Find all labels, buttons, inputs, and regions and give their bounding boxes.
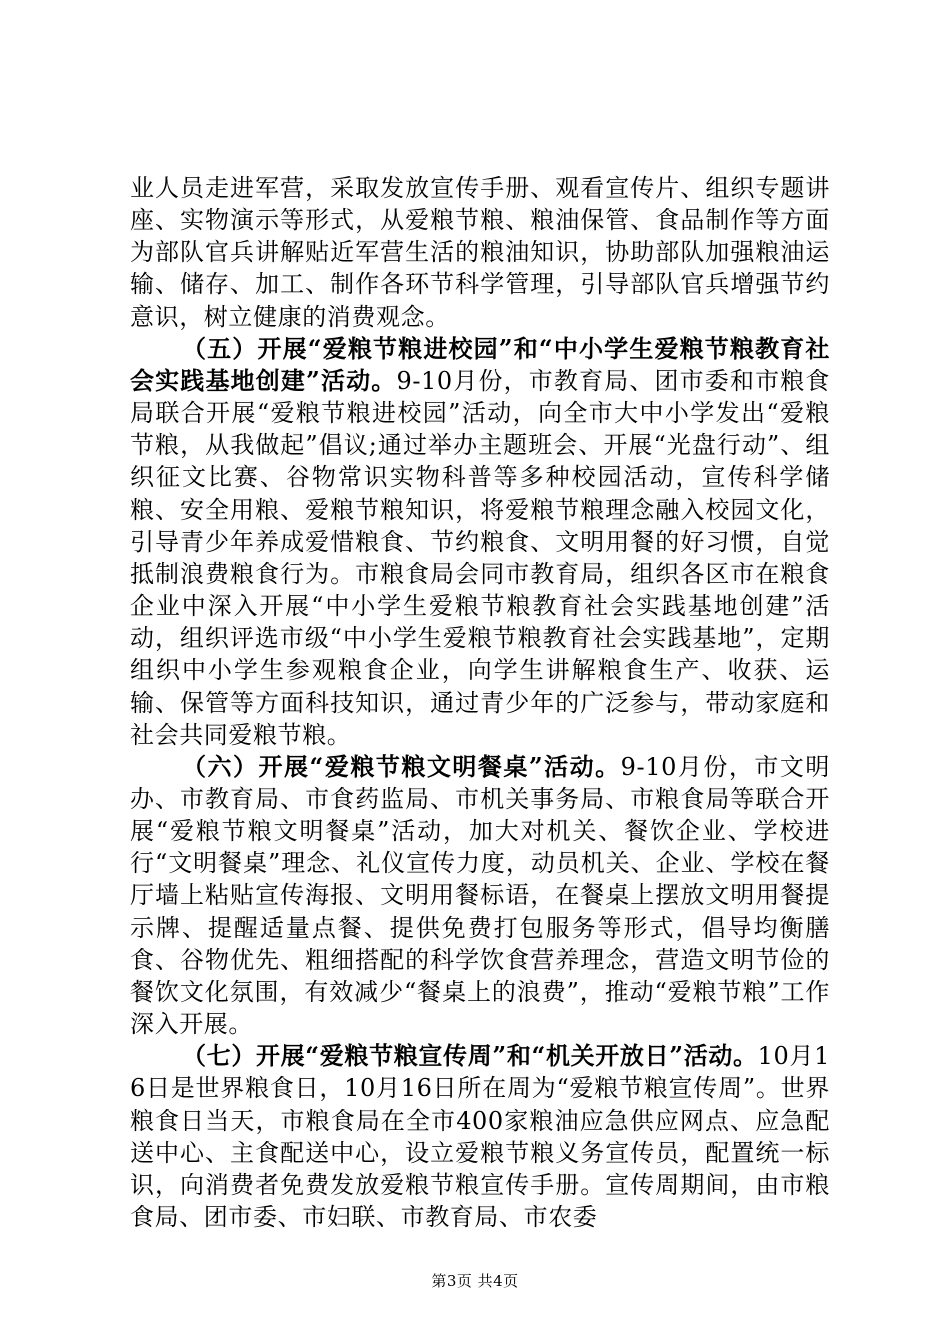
page-number-label: 第3页 共4页 bbox=[431, 1272, 519, 1290]
document-body bbox=[130, 172, 830, 1233]
paragraph-1-text: 业人员走进军营，采取发放宣传手册、观看宣传片、组织专题讲座、实物演示等形式，从爱粮节粮、粮油保管、食品制作等方面为部队官兵讲解贴近军营生活的粮油知识，协助部队加强粮油运输、储存、加工、制作各环节科学管理，引导部队官兵增强节约意识，树立健康的消费观念。 bbox=[130, 174, 830, 331]
paragraph-1 bbox=[130, 172, 830, 333]
paragraph-3-heading: （六）开展“爱粮节粮文明餐桌”活动。 bbox=[182, 751, 621, 781]
paragraph-2-text: 9-10月份，市教育局、团市委和市粮食局联合开展“爱粮节粮进校园”活动，向全市大中小学发出“爱粮节粮，从我做起”倡议;通过举办主题班会、开展“光盘行动”、组织征文比赛、谷物常识实物科普等多种校园活动，宣传科学储粮、安全用粮、爱粮节粮知识，将爱粮节粮理念融入校园文化，引导青少年养成爱惜粮食、节约粮食、文明用餐的好习惯，自觉抵制浪费粮食行为。市粮食局会同市教育局，组织各区市在粮食企业中深入开展“中小学生爱粮节粮教育社会实践基地创建”活动，组织评选市级“中小学生爱粮节粮教育社会实践基地”，定期组织中小学生参观粮食企业，向学生讲解粮食生产、收获、运输、保管等方面科技知识，通过青少年的广泛参与，带动家庭和社会共同爱粮节粮。 bbox=[130, 366, 830, 749]
paragraph-2 bbox=[130, 333, 830, 751]
paragraph-2-heading: （五）开展“爱粮节粮进校园”和“中小学生爱粮节粮教育社会实践基地创建”活动。 bbox=[130, 333, 830, 395]
paragraph-3-text: 9-10月份，市文明办、市教育局、市食药监局、市机关事务局、市粮食局等联合开展“爱粮节粮文明餐桌”活动，加大对机关、餐饮企业、学校进行“文明餐桌”理念、礼仪宣传力度，动员机关、企业、学校在餐厅墙上粘贴宣传海报、文明用餐标语，在餐桌上摆放文明用餐提示牌、提醒适量点餐、提供免费打包服务等形式，倡导均衡膳食、谷物优先、粗细搭配的科学饮食营养理念，营造文明节俭的餐饮文化氛围，有效减少“餐桌上的浪费”，推动“爱粮节粮”工作深入开展。 bbox=[130, 752, 830, 1039]
paragraph-4-heading: （七）开展“爱粮节粮宣传周”和“机关开放日”活动。 bbox=[182, 1041, 758, 1071]
paragraph-3 bbox=[130, 751, 830, 1040]
paragraph-4 bbox=[130, 1040, 830, 1233]
paragraph-4-text: 10月16日是世界粮食日，10月16日所在周为“爱粮节粮宣传周”。世界粮食日当天，市粮食局在全市400家粮油应急供应网点、应急配送中心、主食配送中心，设立爱粮节粮义务宣传员，配置统一标识，向消费者免费发放爱粮节粮宣传手册。宣传周期间，由市粮食局、团市委、市妇联、市教育局、市农委 bbox=[130, 1042, 830, 1231]
page-footer bbox=[0, 1270, 950, 1291]
